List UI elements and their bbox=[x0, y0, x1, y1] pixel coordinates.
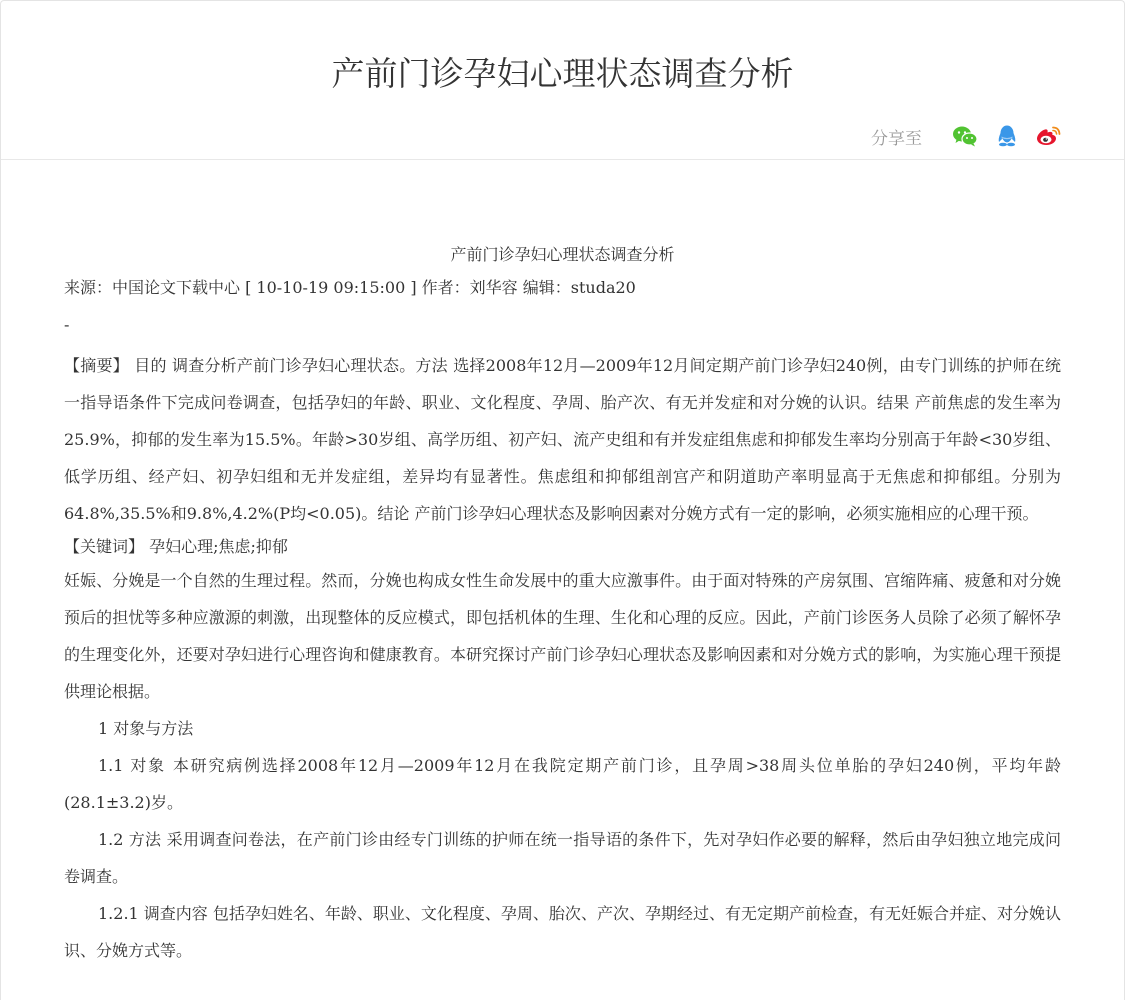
section-paragraph: 1.1 对象 本研究病例选择2008年12月—2009年12月在我院定期产前门诊，且孕周>38周头位单胎的孕妇240例，平均年龄(28.1±3.2)岁。 bbox=[64, 756, 1061, 812]
page-title: 产前门诊孕妇心理状态调查分析 bbox=[331, 54, 794, 93]
wechat-icon[interactable] bbox=[952, 123, 978, 149]
weibo-icon[interactable] bbox=[1036, 123, 1062, 149]
intro-paragraph: 妊娠、分娩是一个自然的生理过程。然而，分娩也构成女性生命发展中的重大应激事件。由于面对特殊的产房氛围、宫缩阵痛、疲惫和对分娩预后的担忧等多种应激源的刺激，出现整体的反应模式，即包括机体的生理、生化和心理的反应。因此，产前门诊医务人员除了必须了解怀孕的生理变化外，还要对孕妇进行心理咨询和健康教育。本研究探讨产前门诊孕妇心理状态及影响因素和对分娩方式的影响，为实施心理干预提供理论根据。 bbox=[64, 571, 1061, 701]
article-body bbox=[64, 241, 1061, 969]
section-paragraph: 1.2 方法 采用调查问卷法，在产前门诊由经专门训练的护师在统一指导语的条件下，先对孕妇作必要的解释，然后由孕妇独立地完成问卷调查。 bbox=[64, 830, 1061, 886]
section-paragraph: 1.2.1 调查内容 包括孕妇姓名、年龄、职业、文化程度、孕周、胎次、产次、孕期经过、有无定期产前检查，有无妊娠合并症、对分娩认识、分娩方式等。 bbox=[64, 904, 1061, 960]
abstract-paragraph: 【摘要】 目的 调查分析产前门诊孕妇心理状态。方法 选择2008年12月—2009年12月间定期产前门诊孕妇240例，由专门训练的护师在统一指导语条件下完成问卷调查，包括孕妇的年龄、职业、文化程度、孕周、胎产次、有无并发症和对分娩的认识。结果 产前焦虑的发生率为25.9%，抑郁的发生率为15.5%。年龄>30岁组、高学历组、初产妇、流产史组和有并发症组焦虑和抑郁发生率均分别高于年龄<30岁组、低学历组、经产妇、初孕妇组和无并发症组，差异均有显著性。焦虑组和抑郁组剖宫产和阴道助产率明显高于无焦虑和抑郁组。分别为64.8%,35.5%和9.8%,4.2%(P均<0.05)。结论 产前门诊孕妇心理状态及影响因素对分娩方式有一定的影响，必须实施相应的心理干预。 bbox=[64, 356, 1061, 523]
separator-dash: - bbox=[64, 315, 70, 334]
article-title: 产前门诊孕妇心理状态调查分析 bbox=[450, 245, 675, 264]
qq-icon[interactable] bbox=[994, 123, 1020, 149]
article-meta: 来源：中国论文下载中心 [ 10-10-19 09:15:00 ] 作者：刘华容 编辑：studa20 bbox=[64, 278, 636, 297]
keywords-paragraph: 【关键词】 孕妇心理;焦虑;抑郁 bbox=[64, 537, 288, 556]
article-header bbox=[1, 1, 1124, 160]
section-heading: 1 对象与方法 bbox=[98, 719, 194, 738]
share-bar bbox=[871, 121, 1062, 151]
share-label: 分享至 bbox=[871, 128, 922, 149]
